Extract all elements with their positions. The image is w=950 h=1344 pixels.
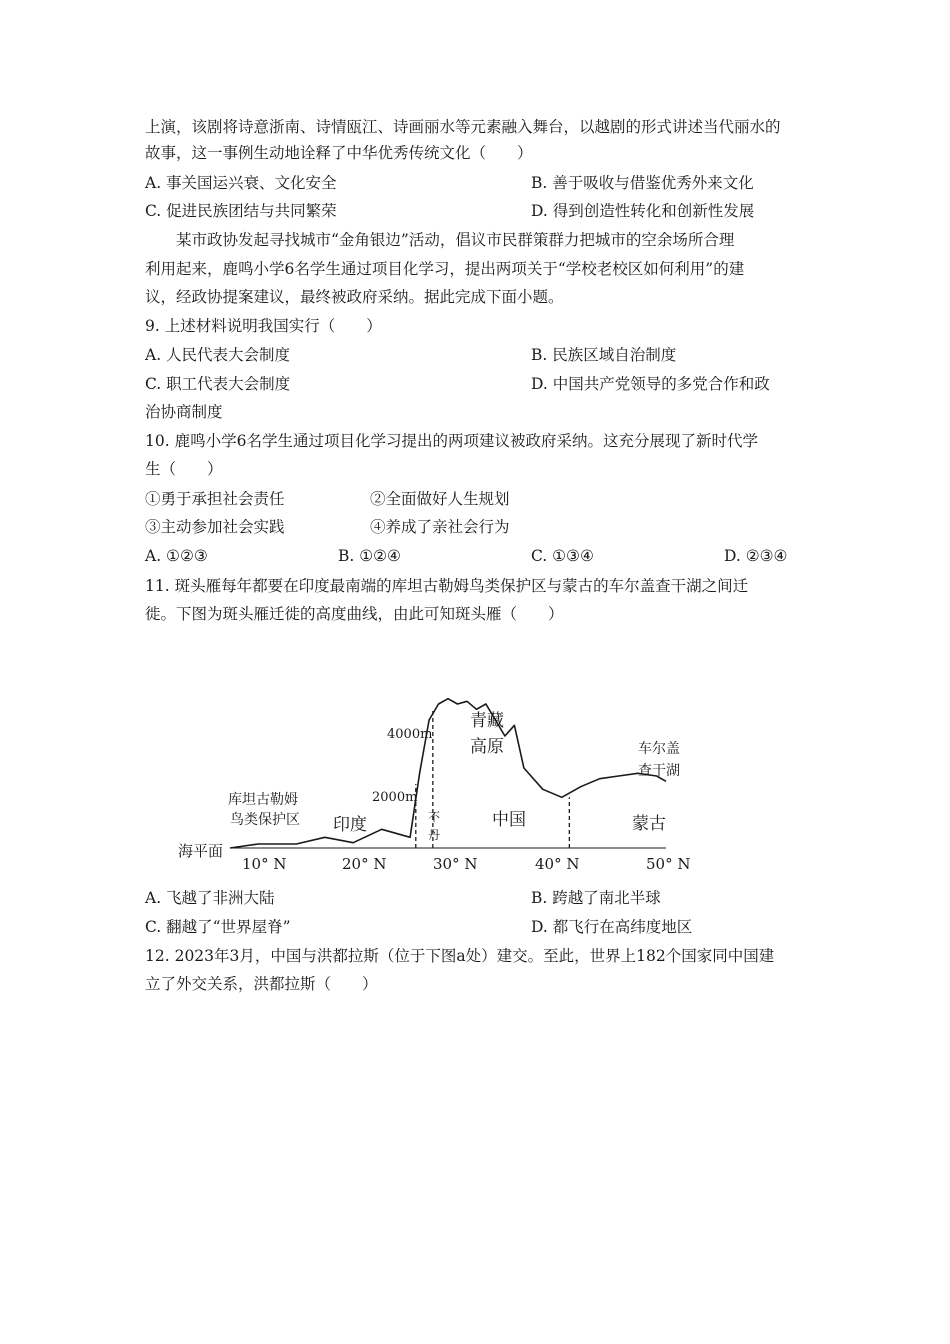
- label-india: 印度: [333, 815, 367, 835]
- q11-option-c: C. 翻越了“世界屋脊”: [145, 918, 291, 936]
- label-qinghai-1: 青藏: [470, 711, 504, 731]
- q11-stem-2: 徙。下图为斑头雁迁徙的高度曲线，由此可知斑头雁（ ）: [145, 605, 564, 623]
- q10-stem-1: 10. 鹿鸣小学6名学生通过项目化学习提出的两项建议被政府采纳。这充分展现了新时代学: [145, 432, 758, 450]
- intro-line-1: 上演，该剧将诗意浙南、诗情瓯江、诗画丽水等元素融入舞台，以越剧的形式讲述当代丽水的: [145, 118, 781, 136]
- q10-option-d: D. ②③④: [724, 547, 788, 565]
- q11-option-b: B. 跨越了南北半球: [531, 889, 661, 907]
- x-tick-10: 10° N: [242, 855, 287, 873]
- y-label-4000m: 4000m: [387, 727, 433, 742]
- label-bhutan-1: 不: [428, 810, 441, 824]
- x-tick-20: 20° N: [342, 855, 387, 873]
- q8-option-a: A. 事关国运兴衰、文化安全: [145, 174, 337, 192]
- q9-option-b: B. 民族区域自治制度: [531, 346, 677, 364]
- q10-option-b: B. ①②④: [338, 547, 401, 565]
- q10-statement-3: ③主动参加社会实践: [145, 518, 285, 536]
- label-kutan-2: 鸟类保护区: [230, 812, 300, 828]
- passage-line-3: 议，经政协提案建议，最终被政府采纳。据此完成下面小题。: [145, 288, 564, 306]
- label-lake-1: 车尔盖: [638, 741, 680, 757]
- x-tick-40: 40° N: [535, 855, 580, 873]
- label-kutan-1: 库坦古勒姆: [228, 792, 298, 808]
- label-qinghai-2: 高原: [470, 737, 504, 757]
- label-lake-2: 查干湖: [638, 763, 680, 779]
- q8-option-b: B. 善于吸收与借鉴优秀外来文化: [531, 174, 754, 192]
- q9-option-d-cont: 治协商制度: [145, 403, 223, 421]
- q12-stem-2: 立了外交关系，洪都拉斯（ ）: [145, 975, 378, 993]
- q10-option-a: A. ①②③: [145, 547, 208, 565]
- q11-stem-1: 11. 斑头雁每年都要在印度最南端的库坦古勒姆鸟类保护区与蒙古的车尔盖查干湖之间迁: [145, 577, 749, 595]
- q10-statement-4: ④养成了亲社会行为: [370, 518, 510, 536]
- q10-statement-1: ①勇于承担社会责任: [145, 490, 285, 508]
- q8-option-d: D. 得到创造性转化和创新性发展: [531, 202, 755, 220]
- q9-option-a: A. 人民代表大会制度: [145, 346, 291, 364]
- q10-option-c: C. ①③④: [531, 547, 594, 565]
- label-china: 中国: [492, 810, 526, 830]
- y-label-sea-level: 海平面: [178, 842, 224, 860]
- migration-altitude-chart: [170, 680, 710, 880]
- label-mongolia: 蒙古: [632, 814, 666, 834]
- label-bhutan-2: 丹: [428, 828, 441, 842]
- passage-line-1: 某市政协发起寻找城市“金角银边”活动，倡议市民群策群力把城市的空余场所合理: [176, 231, 735, 249]
- q8-option-c: C. 促进民族团结与共同繁荣: [145, 202, 337, 220]
- q9-stem: 9. 上述材料说明我国实行（ ）: [145, 317, 382, 335]
- x-tick-50: 50° N: [646, 855, 691, 873]
- q11-option-a: A. 飞越了非洲大陆: [145, 889, 275, 907]
- x-tick-30: 30° N: [433, 855, 478, 873]
- q10-statement-2: ②全面做好人生规划: [370, 490, 510, 508]
- intro-line-2: 故事，这一事例生动地诠释了中华优秀传统文化（ ）: [145, 144, 533, 162]
- q10-stem-2: 生（ ）: [145, 460, 223, 478]
- q11-option-d: D. 都飞行在高纬度地区: [531, 918, 693, 936]
- q12-stem-1: 12. 2023年3月，中国与洪都拉斯（位于下图a处）建交。至此，世界上182个国家同中国建: [145, 947, 775, 965]
- y-label-2000m: 2000m: [372, 790, 418, 805]
- passage-line-2: 利用起来，鹿鸣小学6名学生通过项目化学习，提出两项关于“学校老校区如何利用”的建: [145, 260, 745, 278]
- q9-option-d: D. 中国共产党领导的多党合作和政: [531, 375, 770, 393]
- q9-option-c: C. 职工代表大会制度: [145, 375, 291, 393]
